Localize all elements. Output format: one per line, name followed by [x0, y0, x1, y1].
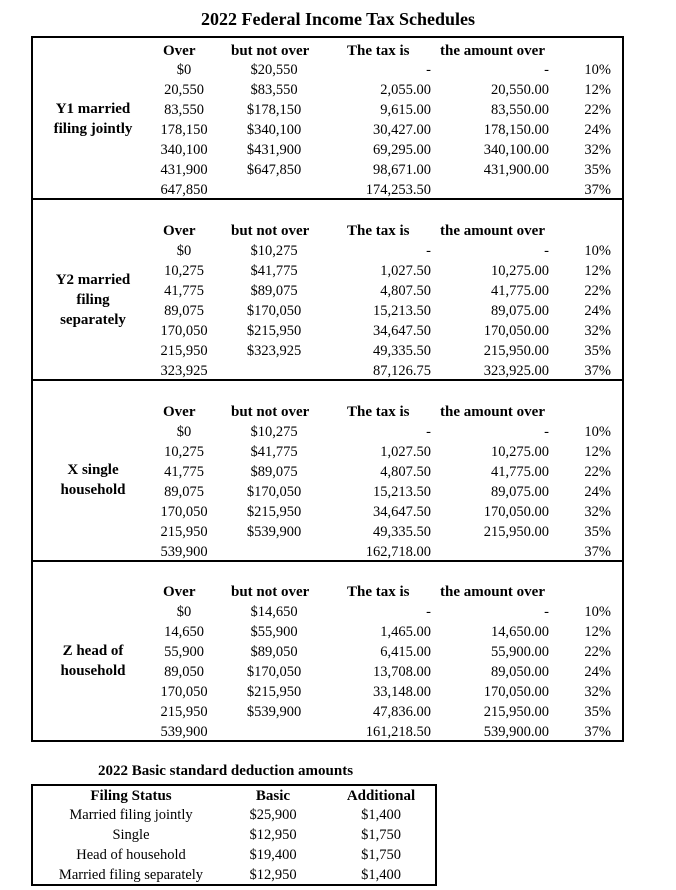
schedule-rate: 32%: [584, 323, 611, 339]
schedule-rate: 35%: [584, 343, 611, 359]
schedule-amount-over: 83,550.00: [491, 102, 549, 118]
schedule-over: $0: [176, 243, 192, 259]
deduction-basic: $25,900: [249, 807, 297, 823]
schedule-label: Y1 married: [55, 101, 131, 117]
header-over: Over: [163, 43, 196, 59]
schedule-but-not-over: $170,050: [246, 303, 302, 319]
header-amount-over: the amount over: [440, 223, 545, 239]
schedule-tax: 47,836.00: [373, 704, 431, 720]
schedule-box: [31, 200, 624, 381]
schedule-amount-over: 10,275.00: [491, 263, 549, 279]
schedule-tax: 87,126.75: [373, 363, 431, 379]
schedule-over: 539,900: [160, 724, 208, 740]
schedule-over: 20,550: [164, 82, 204, 98]
schedule-but-not-over: $178,150: [246, 102, 302, 118]
schedule-tax: 15,213.50: [373, 303, 431, 319]
schedule-over: 55,900: [164, 644, 204, 660]
deduction-status: Married filing jointly: [69, 807, 193, 823]
schedule-rate: 37%: [584, 363, 611, 379]
schedule-amount-over: 539,900.00: [483, 724, 549, 740]
schedule-but-not-over: $83,550: [250, 82, 298, 98]
deduction-table: [31, 784, 437, 886]
schedule-over: 14,650: [164, 624, 204, 640]
schedule-rate: 12%: [584, 263, 611, 279]
schedule-amount-over: 323,925.00: [483, 363, 549, 379]
deduction-status: Head of household: [76, 847, 186, 863]
schedule-label: filing jointly: [53, 121, 133, 137]
schedule-over: 215,950: [160, 524, 208, 540]
schedule-tax: 69,295.00: [373, 142, 431, 158]
schedule-tax: 1,465.00: [380, 624, 431, 640]
schedule-rate: 32%: [584, 142, 611, 158]
schedule-over: 323,925: [160, 363, 208, 379]
schedule-amount-over: 55,900.00: [491, 644, 549, 660]
schedule-amount-over: 89,075.00: [491, 484, 549, 500]
schedule-tax: 15,213.50: [373, 484, 431, 500]
header-but-not-over: but not over: [231, 584, 310, 600]
schedule-amount-over: 89,050.00: [491, 664, 549, 680]
schedule-tax: -: [426, 243, 431, 259]
schedule-tax: 4,807.50: [380, 464, 431, 480]
schedule-rate: 12%: [584, 624, 611, 640]
schedule-over: 215,950: [160, 704, 208, 720]
schedule-but-not-over: $215,950: [246, 323, 302, 339]
schedule-amount-over: -: [544, 243, 549, 259]
deduction-basic: $12,950: [249, 867, 297, 883]
schedule-amount-over: 41,775.00: [491, 464, 549, 480]
schedule-but-not-over: $55,900: [250, 624, 298, 640]
schedule-amount-over: -: [544, 604, 549, 620]
deduction-status: Single: [112, 827, 150, 843]
schedule-amount-over: -: [544, 62, 549, 78]
schedule-over: $0: [176, 424, 192, 440]
schedule-rate: 32%: [584, 504, 611, 520]
schedule-tax: 30,427.00: [373, 122, 431, 138]
header-but-not-over: but not over: [231, 223, 310, 239]
schedule-over: 170,050: [160, 684, 208, 700]
schedule-over: 10,275: [164, 444, 204, 460]
schedule-over: 431,900: [160, 162, 208, 178]
schedule-amount-over: 14,650.00: [491, 624, 549, 640]
schedule-tax: 33,148.00: [373, 684, 431, 700]
schedule-rate: 35%: [584, 704, 611, 720]
schedule-tax: 9,615.00: [380, 102, 431, 118]
schedule-tax: -: [426, 604, 431, 620]
schedule-but-not-over: $170,050: [246, 664, 302, 680]
schedule-over: 340,100: [160, 142, 208, 158]
schedule-rate: 12%: [584, 82, 611, 98]
schedule-but-not-over: $41,775: [250, 263, 298, 279]
schedule-tax: 1,027.50: [380, 263, 431, 279]
schedule-amount-over: 215,950.00: [483, 343, 549, 359]
schedule-amount-over: 340,100.00: [483, 142, 549, 158]
schedule-but-not-over: $89,050: [250, 644, 298, 660]
schedule-amount-over: 41,775.00: [491, 283, 549, 299]
header-tax-is: The tax is: [347, 223, 410, 239]
schedule-rate: 10%: [584, 62, 611, 78]
page-title: 2022 Federal Income Tax Schedules: [200, 9, 475, 29]
schedule-but-not-over: $10,275: [250, 243, 298, 259]
schedule-tax: 1,027.50: [380, 444, 431, 460]
schedule-over: 10,275: [164, 263, 204, 279]
schedule-over: 178,150: [160, 122, 208, 138]
schedule-tax: 49,335.50: [373, 343, 431, 359]
schedule-label: household: [60, 663, 126, 679]
schedule-but-not-over: $539,900: [246, 524, 302, 540]
schedule-tax: 6,415.00: [380, 644, 431, 660]
schedule-but-not-over: $89,075: [250, 464, 298, 480]
deduction-basic: $12,950: [249, 827, 297, 843]
schedule-but-not-over: $647,850: [246, 162, 302, 178]
schedule-but-not-over: $41,775: [250, 444, 298, 460]
schedule-tax: 174,253.50: [365, 182, 431, 198]
schedule-amount-over: 10,275.00: [491, 444, 549, 460]
schedule-over: 83,550: [164, 102, 204, 118]
schedule-over: 89,075: [164, 303, 204, 319]
schedule-tax: 34,647.50: [373, 504, 431, 520]
schedule-rate: 37%: [584, 182, 611, 198]
schedule-amount-over: 178,150.00: [483, 122, 549, 138]
header-amount-over: the amount over: [440, 404, 545, 420]
deduction-status: Married filing separately: [58, 867, 204, 883]
schedule-rate: 10%: [584, 243, 611, 259]
header-tax-is: The tax is: [347, 584, 410, 600]
schedule-but-not-over: $323,925: [246, 343, 302, 359]
schedule-rate: 24%: [584, 664, 611, 680]
schedule-rate: 12%: [584, 444, 611, 460]
schedule-tax: 13,708.00: [373, 664, 431, 680]
schedule-tax: -: [426, 62, 431, 78]
header-tax-is: The tax is: [347, 43, 410, 59]
deduction-additional: $1,750: [361, 827, 401, 843]
schedule-over: 41,775: [164, 464, 204, 480]
schedule-rate: 22%: [584, 464, 611, 480]
deduction-additional: $1,750: [361, 847, 401, 863]
schedule-over: 539,900: [160, 544, 208, 560]
schedule-over: $0: [176, 604, 192, 620]
schedule-rate: 22%: [584, 644, 611, 660]
deduction-header-status: Filing Status: [90, 788, 172, 804]
header-but-not-over: but not over: [231, 43, 310, 59]
schedule-but-not-over: $89,075: [250, 283, 298, 299]
schedule-rate: 35%: [584, 162, 611, 178]
schedule-tax: -: [426, 424, 431, 440]
schedule-label: filing: [76, 292, 110, 308]
deduction-header-basic: Basic: [255, 788, 291, 804]
schedule-amount-over: 215,950.00: [483, 524, 549, 540]
schedule-box: [31, 562, 624, 742]
schedule-amount-over: -: [544, 424, 549, 440]
schedule-rate: 22%: [584, 102, 611, 118]
deduction-additional: $1,400: [361, 867, 401, 883]
schedule-tax: 98,671.00: [373, 162, 431, 178]
schedule-label: separately: [60, 312, 126, 328]
schedule-tax: 162,718.00: [365, 544, 431, 560]
schedule-box: [31, 36, 624, 200]
schedule-rate: 32%: [584, 684, 611, 700]
schedule-but-not-over: $20,550: [250, 62, 298, 78]
header-amount-over: the amount over: [440, 584, 545, 600]
schedule-rate: 35%: [584, 524, 611, 540]
schedule-amount-over: 89,075.00: [491, 303, 549, 319]
header-over: Over: [163, 223, 196, 239]
schedule-amount-over: 431,900.00: [483, 162, 549, 178]
header-over: Over: [163, 404, 196, 420]
header-amount-over: the amount over: [440, 43, 545, 59]
schedule-but-not-over: $10,275: [250, 424, 298, 440]
schedule-tax: 49,335.50: [373, 524, 431, 540]
schedule-label: Z head of: [62, 643, 124, 659]
schedule-label: household: [60, 482, 126, 498]
schedule-amount-over: 170,050.00: [483, 323, 549, 339]
header-tax-is: The tax is: [347, 404, 410, 420]
deduction-additional: $1,400: [361, 807, 401, 823]
schedule-amount-over: 215,950.00: [483, 704, 549, 720]
schedule-rate: 10%: [584, 604, 611, 620]
schedule-but-not-over: $215,950: [246, 684, 302, 700]
schedule-rate: 24%: [584, 484, 611, 500]
schedule-over: 647,850: [160, 182, 208, 198]
schedule-but-not-over: $170,050: [246, 484, 302, 500]
schedule-rate: 10%: [584, 424, 611, 440]
schedule-label: Y2 married: [55, 272, 131, 288]
schedule-rate: 37%: [584, 544, 611, 560]
schedule-amount-over: 170,050.00: [483, 684, 549, 700]
schedule-over: $0: [176, 62, 192, 78]
deduction-basic: $19,400: [249, 847, 297, 863]
schedule-over: 215,950: [160, 343, 208, 359]
schedule-over: 89,075: [164, 484, 204, 500]
header-but-not-over: but not over: [231, 404, 310, 420]
schedule-tax: 161,218.50: [365, 724, 431, 740]
schedule-but-not-over: $14,650: [250, 604, 298, 620]
schedule-tax: 34,647.50: [373, 323, 431, 339]
schedule-amount-over: 20,550.00: [491, 82, 549, 98]
schedule-tax: 2,055.00: [380, 82, 431, 98]
schedule-rate: 24%: [584, 122, 611, 138]
schedule-over: 89,050: [164, 664, 204, 680]
schedule-but-not-over: $340,100: [246, 122, 302, 138]
schedule-rate: 24%: [584, 303, 611, 319]
schedule-over: 170,050: [160, 504, 208, 520]
schedule-rate: 37%: [584, 724, 611, 740]
schedule-box: [31, 381, 624, 562]
schedule-but-not-over: $539,900: [246, 704, 302, 720]
schedule-tax: 4,807.50: [380, 283, 431, 299]
schedule-but-not-over: $431,900: [246, 142, 302, 158]
schedule-over: 170,050: [160, 323, 208, 339]
deduction-title: 2022 Basic standard deduction amounts: [98, 763, 354, 779]
header-over: Over: [163, 584, 196, 600]
schedule-over: 41,775: [164, 283, 204, 299]
schedule-label: X single: [67, 462, 119, 478]
deduction-header-additional: Additional: [346, 788, 416, 804]
schedule-but-not-over: $215,950: [246, 504, 302, 520]
schedule-amount-over: 170,050.00: [483, 504, 549, 520]
schedule-rate: 22%: [584, 283, 611, 299]
